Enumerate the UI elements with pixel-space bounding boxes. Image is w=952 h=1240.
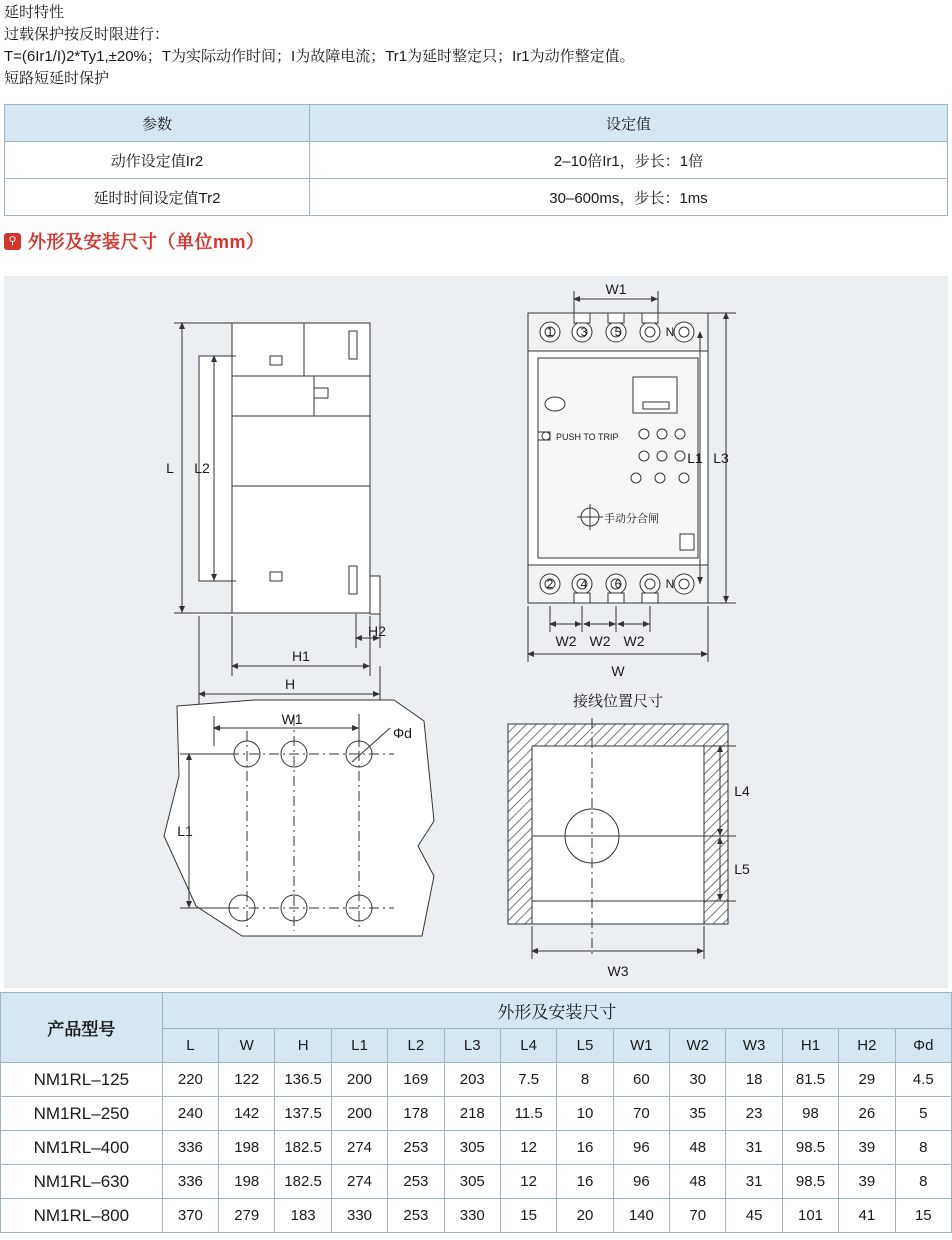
header-parameter: 参数 bbox=[5, 105, 310, 142]
label-W1-front: W1 bbox=[605, 281, 627, 297]
label-L4: L4 bbox=[734, 783, 750, 799]
cell-H1: 98.5 bbox=[782, 1165, 838, 1199]
cell-W1: 60 bbox=[613, 1063, 669, 1097]
cell-model: NM1RL–630 bbox=[1, 1165, 163, 1199]
cell-model: NM1RL–800 bbox=[1, 1199, 163, 1233]
cell-H1: 81.5 bbox=[782, 1063, 838, 1097]
table-header-row bbox=[5, 105, 948, 142]
cell-H2: 39 bbox=[839, 1165, 895, 1199]
header-col-H2: H2 bbox=[839, 1029, 895, 1063]
terminal-N-bottom: N bbox=[665, 577, 675, 591]
header-col-W2: W2 bbox=[670, 1029, 726, 1063]
cell-model: NM1RL–125 bbox=[1, 1063, 163, 1097]
cell-L4: 12 bbox=[500, 1165, 556, 1199]
dimension-drawings-svg bbox=[4, 276, 948, 988]
cell-W2: 35 bbox=[670, 1097, 726, 1131]
intro-line-3: T=(6Ir1/I)2*Ty1,±20%；T为实际动作时间；I为故障电流；Tr1为延时整定只；Ir1为动作整定值。 bbox=[4, 48, 635, 65]
label-W3: W3 bbox=[607, 963, 629, 979]
cell-L1: 200 bbox=[331, 1097, 387, 1131]
cell-L4: 11.5 bbox=[500, 1097, 556, 1131]
cell-W: 198 bbox=[219, 1131, 275, 1165]
cell-L1: 274 bbox=[331, 1131, 387, 1165]
label-W2-c: W2 bbox=[623, 633, 645, 649]
cell-L: 336 bbox=[162, 1131, 218, 1165]
cell-W3: 45 bbox=[726, 1199, 782, 1233]
cell-L: 370 bbox=[162, 1199, 218, 1233]
cell-value-ir2: 2–10倍Ir1，步长：1倍 bbox=[310, 142, 948, 179]
cell-param-ir2: 动作设定值Ir2 bbox=[5, 142, 310, 179]
cell-H2: 29 bbox=[839, 1063, 895, 1097]
cell-H: 136.5 bbox=[275, 1063, 331, 1097]
cell-H1: 101 bbox=[782, 1199, 838, 1233]
header-col-H: H bbox=[275, 1029, 331, 1063]
cell-W2: 30 bbox=[670, 1063, 726, 1097]
label-H2: H2 bbox=[368, 623, 386, 639]
cell-W1: 96 bbox=[613, 1131, 669, 1165]
cell-L5: 10 bbox=[557, 1097, 613, 1131]
table-row bbox=[5, 142, 948, 179]
label-H1: H1 bbox=[292, 648, 310, 664]
table-row bbox=[1, 1165, 952, 1199]
cell-model: NM1RL–250 bbox=[1, 1097, 163, 1131]
label-L2: L2 bbox=[194, 460, 210, 476]
cell-W3: 18 bbox=[726, 1063, 782, 1097]
cell-W3: 31 bbox=[726, 1131, 782, 1165]
cell-L3: 330 bbox=[444, 1199, 500, 1233]
cell-L2: 253 bbox=[388, 1131, 444, 1165]
wiring-title: 接线位置尺寸 bbox=[572, 693, 664, 710]
terminal-6: 6 bbox=[614, 577, 622, 591]
header-col-W: W bbox=[219, 1029, 275, 1063]
cell-L2: 169 bbox=[388, 1063, 444, 1097]
table-row bbox=[5, 179, 948, 216]
terminal-5: 5 bbox=[614, 325, 622, 339]
delay-protection-table bbox=[4, 104, 948, 216]
section-heading bbox=[4, 228, 265, 254]
label-L1-plate: L1 bbox=[177, 823, 193, 839]
search-icon: ⚲ bbox=[4, 233, 21, 250]
manual-switch-label: 手动分合闸 bbox=[604, 513, 659, 525]
dimension-drawing-panel bbox=[4, 276, 948, 988]
cell-L1: 274 bbox=[331, 1165, 387, 1199]
label-W: W bbox=[611, 663, 625, 679]
cell-L2: 253 bbox=[388, 1165, 444, 1199]
cell-H: 182.5 bbox=[275, 1131, 331, 1165]
cell-L5: 8 bbox=[557, 1063, 613, 1097]
cell-model: NM1RL–400 bbox=[1, 1131, 163, 1165]
cell-phid: 8 bbox=[895, 1131, 951, 1165]
cell-L5: 20 bbox=[557, 1199, 613, 1233]
cell-L: 240 bbox=[162, 1097, 218, 1131]
table-row bbox=[1, 1131, 952, 1165]
table-row bbox=[1, 1097, 952, 1131]
table-row bbox=[1, 1199, 952, 1233]
cell-L3: 305 bbox=[444, 1165, 500, 1199]
terminal-1: 1 bbox=[546, 325, 554, 339]
cell-W1: 140 bbox=[613, 1199, 669, 1233]
cell-L1: 330 bbox=[331, 1199, 387, 1233]
label-L1-front: L1 bbox=[687, 450, 703, 466]
table-header-row-1 bbox=[1, 993, 952, 1029]
cell-H2: 41 bbox=[839, 1199, 895, 1233]
cell-L3: 203 bbox=[444, 1063, 500, 1097]
intro-line-1: 延时特性 bbox=[4, 4, 65, 21]
cell-W: 122 bbox=[219, 1063, 275, 1097]
dimension-table bbox=[0, 992, 952, 1233]
header-setting: 设定值 bbox=[310, 105, 948, 142]
terminal-3: 3 bbox=[580, 325, 588, 339]
terminal-N-top: N bbox=[665, 325, 675, 339]
cell-W3: 31 bbox=[726, 1165, 782, 1199]
cell-L3: 218 bbox=[444, 1097, 500, 1131]
label-phid: Φd bbox=[393, 725, 412, 741]
cell-L2: 178 bbox=[388, 1097, 444, 1131]
cell-L4: 15 bbox=[500, 1199, 556, 1233]
header-model: 产品型号 bbox=[1, 993, 163, 1063]
label-L: L bbox=[166, 460, 174, 476]
cell-phid: 5 bbox=[895, 1097, 951, 1131]
cell-W2: 48 bbox=[670, 1165, 726, 1199]
header-col-W1: W1 bbox=[613, 1029, 669, 1063]
cell-phid: 15 bbox=[895, 1199, 951, 1233]
cell-W1: 70 bbox=[613, 1097, 669, 1131]
cell-value-tr2: 30–600ms，步长：1ms bbox=[310, 179, 948, 216]
label-W2-a: W2 bbox=[555, 633, 577, 649]
cell-L2: 253 bbox=[388, 1199, 444, 1233]
cell-H2: 26 bbox=[839, 1097, 895, 1131]
intro-text-block bbox=[4, 2, 948, 90]
cell-L5: 16 bbox=[557, 1131, 613, 1165]
header-col-L: L bbox=[162, 1029, 218, 1063]
cell-H2: 39 bbox=[839, 1131, 895, 1165]
cell-W: 142 bbox=[219, 1097, 275, 1131]
cell-W2: 48 bbox=[670, 1131, 726, 1165]
cell-W: 198 bbox=[219, 1165, 275, 1199]
header-col-L1: L1 bbox=[331, 1029, 387, 1063]
cell-L1: 200 bbox=[331, 1063, 387, 1097]
header-col-H1: H1 bbox=[782, 1029, 838, 1063]
table-row bbox=[1, 1063, 952, 1097]
cell-H: 183 bbox=[275, 1199, 331, 1233]
intro-line-4: 短路短延时保护 bbox=[4, 70, 110, 87]
cell-W3: 23 bbox=[726, 1097, 782, 1131]
header-col-L5: L5 bbox=[557, 1029, 613, 1063]
header-col-L3: L3 bbox=[444, 1029, 500, 1063]
cell-H1: 98.5 bbox=[782, 1131, 838, 1165]
cell-L: 220 bbox=[162, 1063, 218, 1097]
header-col-L2: L2 bbox=[388, 1029, 444, 1063]
cell-L4: 7.5 bbox=[500, 1063, 556, 1097]
cell-W: 279 bbox=[219, 1199, 275, 1233]
label-L5: L5 bbox=[734, 861, 750, 877]
terminal-4: 4 bbox=[580, 577, 588, 591]
cell-H1: 98 bbox=[782, 1097, 838, 1131]
header-col-W3: W3 bbox=[726, 1029, 782, 1063]
cell-W2: 70 bbox=[670, 1199, 726, 1233]
cell-L: 336 bbox=[162, 1165, 218, 1199]
cell-phid: 4.5 bbox=[895, 1063, 951, 1097]
intro-line-2: 过载保护按反时限进行： bbox=[4, 26, 170, 43]
cell-L4: 12 bbox=[500, 1131, 556, 1165]
header-col-L4: L4 bbox=[500, 1029, 556, 1063]
push-to-trip-label: PUSH TO TRIP bbox=[556, 432, 619, 442]
cell-param-tr2: 延时时间设定值Tr2 bbox=[5, 179, 310, 216]
terminal-2: 2 bbox=[546, 577, 554, 591]
label-W2-b: W2 bbox=[589, 633, 611, 649]
label-W1-plate: W1 bbox=[281, 711, 303, 727]
label-H: H bbox=[284, 676, 296, 692]
cell-H: 137.5 bbox=[275, 1097, 331, 1131]
cell-H: 182.5 bbox=[275, 1165, 331, 1199]
header-dimensions-group: 外形及安装尺寸 bbox=[162, 993, 951, 1029]
header-col-phid: Φd bbox=[895, 1029, 951, 1063]
cell-W1: 96 bbox=[613, 1165, 669, 1199]
section-title: 外形及安装尺寸（单位mm） bbox=[28, 232, 265, 252]
cell-L5: 16 bbox=[557, 1165, 613, 1199]
label-L3: L3 bbox=[713, 450, 729, 466]
cell-phid: 8 bbox=[895, 1165, 951, 1199]
cell-L3: 305 bbox=[444, 1131, 500, 1165]
